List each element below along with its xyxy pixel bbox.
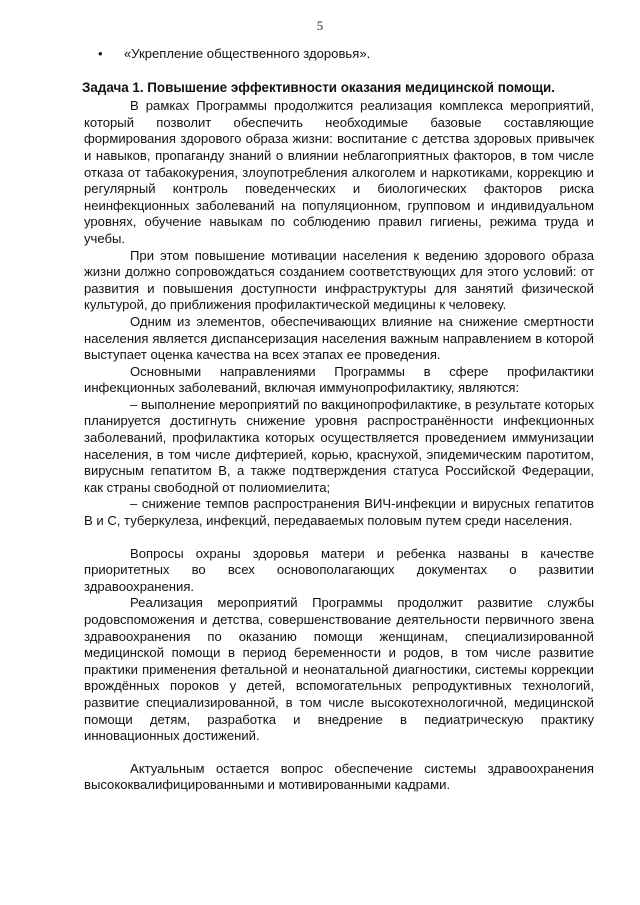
document-body <box>84 46 594 794</box>
bullet-item <box>84 46 594 63</box>
paragraph-staffing: Актуальным остается вопрос обеспечение системы здравоохранения высококвалифицированными и мотивированными кадрами. <box>84 760 594 793</box>
paragraph-vaccination: – выполнение мероприятий по вакцинопрофилактике, в результате которых планируется достигнуть снижение уровня распространённости инфекционных заболеваний, профилактика которых осуществляется проведением иммунизации населения, в том числе дифтерией, корью, краснухой, эпидемическим паротитом, вирусным гепатитом В, а также подтверждения статуса Российской Федерации, как страны свободной от полиомиелита; <box>84 396 594 495</box>
paragraph-dispensary: Одним из элементов, обеспечивающих влияние на снижение смертности населения является диспансеризация населения важным направлением в которой выступает оценка качества на всех этапах ее проведения. <box>84 313 594 363</box>
task-heading: Задача 1. Повышение эффективности оказания медицинской помощи. <box>82 79 555 95</box>
paragraph-hiv: – снижение темпов распространения ВИЧ-инфекции и вирусных гепатитов В и С, туберкулеза, инфекций, передаваемых половым путем среди населения. <box>84 496 594 529</box>
paragraph-motivation: При этом повышение мотивации населения к ведению здорового образа жизни должно сопровождаться созданием соответствующих для этого условий: от развития и повышения доступности инфраструктуры для занятий физической культурой, до приближения профилактической медицины к человеку. <box>84 247 594 313</box>
bullet-marker: • <box>98 46 103 61</box>
paragraph-obstetrics: Реализация мероприятий Программы продолжит развитие службы родовспоможения и детства, совершенствование деятельности первичного звена здравоохранения по оказанию помощи женщинам, специализированной медицинской помощи в период беременности и родов, в том числе развитие практики применения фетальной и неонатальной диагностики, системы коррекции врождённых пороков у детей, вспомогательных репродуктивных технологий, развитие специализированной, в том числе высокотехнологичной, медицинской помощи детям, разработка и внедрение в педиатрическую практику инновационных достижений. <box>84 595 594 744</box>
paragraph-gap <box>84 530 594 546</box>
paragraph-gap <box>84 745 594 761</box>
paragraph-maternal-health: Вопросы охраны здоровья матери и ребенка названы в качестве приоритетных во всех основополагающих документах о развитии здравоохранения. <box>84 545 594 594</box>
paragraph-healthy-lifestyle: В рамках Программы продолжится реализация комплекса мероприятий, который позволит обеспечить необходимые базовые составляющие формирования здорового образа жизни: воспитание с детства здоровых привычек и навыков, пропаганду знаний о влиянии неблагоприятных факторов, в том числе отказа от табакокурения, злоупотребления алкоголем и наркотиками, коррекцию и регулярный контроль поведенческих и биологических факторов риска неинфекционных заболеваний на популяционном, групповом и индивидуальном уровнях, обучение навыкам по соблюдению правил гигиены, режима труда и учебы. <box>84 98 594 246</box>
page-number: 5 <box>316 18 324 33</box>
bullet-text: «Укрепление общественного здоровья». <box>124 46 371 61</box>
paragraph-infection-directions: Основными направлениями Программы в сфере профилактики инфекционных заболеваний, включая иммунопрофилактику, являются: <box>84 363 594 396</box>
